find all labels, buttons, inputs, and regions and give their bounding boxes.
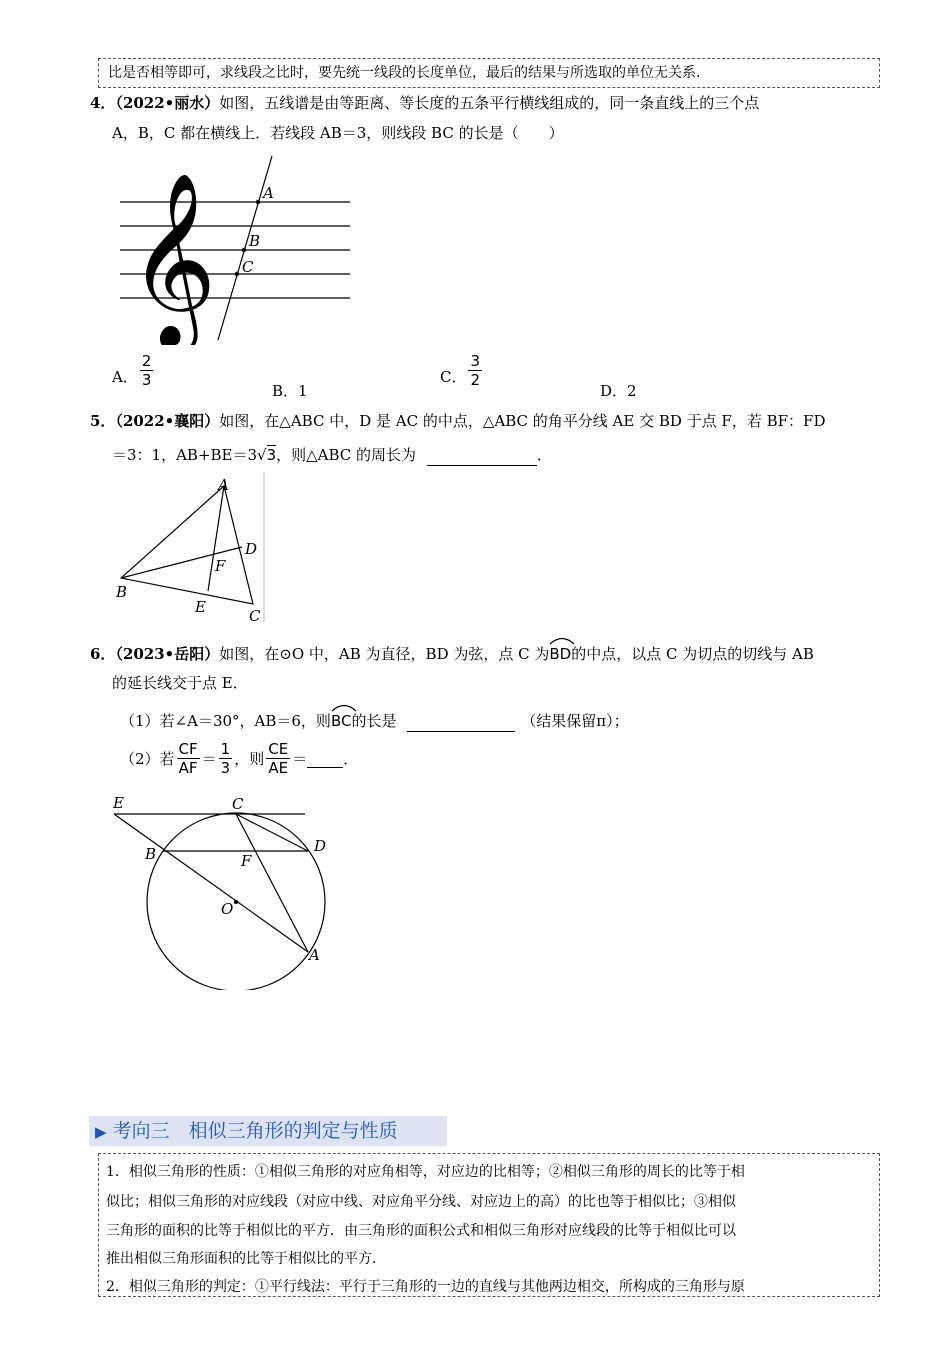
arc-mark-icon [331,702,357,712]
q4-label-a: A [263,184,274,202]
q5-label-b: B [116,583,128,601]
arc-bc: BC [331,710,352,732]
q6-frac-cf-af: $\frac{CF}{AF}$ [178,740,198,777]
arc-bd: BD [549,643,571,665]
q5-label-a: A [218,476,229,494]
q4-source: （2022•丽水） [115,94,220,112]
q4-point-b [242,248,246,252]
q6-label-f: F [241,852,252,870]
q6-sub1: （1）若∠A＝30°，AB＝6，则 BC的长是 （结果保留π）； [120,710,629,732]
q4-point-a [256,200,260,204]
q4-option-a[interactable]: A． $\frac{2}{3}$ [112,352,152,389]
q5-triangle-figure [112,472,270,624]
section-title: 考向三 相似三角形的判定与性质 [112,1120,398,1142]
q5-stem-1: 如图，在△ABC 中，D 是 AC 的中点，△ABC 的角平分线 AE 交 BD 于点 F，若 BF：FD [219,412,826,430]
q6-label-a: A [309,946,320,964]
line-ea [114,814,308,952]
q6-sub2: （2）若 $\frac{CF}{AF}$ ＝ $\frac{1}{3}$ ，则 $\frac{CE}{AE}$ ＝ ． [120,740,359,777]
q4-stem-2: A，B，C 都在横线上．若线段 AB＝3，则线段 BC 的长是（ ） [112,124,564,142]
q6-stem-2: 的延长线交于点 E． [112,674,248,692]
q4-point-c [235,272,239,276]
q6-label-d: D [314,837,327,855]
q5-answer-blank[interactable] [427,447,537,466]
q5-line1 [90,410,825,432]
box-line-2: 似比；相似三角形的对应线段（对应中线、对应角平分线、对应边上的高）的比也等于相似比；③相似 [106,1194,736,1210]
triangle-abc [121,486,253,604]
q5-line2: ＝3：1，AB+BE＝3√3，则△ABC 的周长为 ． [112,446,552,464]
arc-mark-icon [549,635,575,645]
box-line-3: 三角形的面积的比等于相似比的平方．由三角形的面积公式和相似三角形对应线段的比等于相似比可以 [106,1223,736,1239]
q4-option-d[interactable]: D．2 [600,382,637,400]
top-note-text: 比是否相等即可，求线段之比时，要先统一线段的长度单位，最后的结果与所选取的单位无关系． [108,65,710,81]
q5-label-e: E [195,598,206,616]
q4-option-c-frac: $\frac{3}{2}$ [470,352,481,389]
q5-label-f: F [215,557,226,575]
q4-label-c: C [242,258,254,276]
q4-option-c[interactable]: C． $\frac{3}{2}$ [440,352,481,389]
q4-option-b[interactable]: B．1 [272,382,308,400]
q6-label-o: O [221,900,234,918]
q6-source: （2023•岳阳） [115,645,220,663]
q6-label-b: B [145,845,157,863]
q5-number: 5． [90,412,116,430]
q6-label-e: E [113,794,124,812]
q5-label-d: D [245,540,258,558]
treble-clef-icon: 𝄞 [128,172,217,345]
section-arrow-icon: ▶ [95,1123,107,1141]
box-line-1: 1．相似三角形的性质：①相似三角形的对应角相等，对应边的比相等；②相似三角形的周长的比等于相 [106,1164,745,1180]
section-heading [89,1116,447,1146]
segment-cd [236,814,308,851]
q5-source: （2022•襄阳） [115,412,220,430]
q6-frac-one-third: $\frac{1}{3}$ [220,740,231,777]
q4-staff-figure [110,150,360,345]
box-line-4: 推出相似三角形面积的比等于相似比的平方． [106,1251,386,1267]
chord-ca [236,814,308,952]
q6-frac-ce-ae: $\frac{CE}{AE}$ [268,740,289,777]
q6-number: 6． [90,645,116,663]
q4-stem-1: 如图，五线谱是由等距离、等长度的五条平行横线组成的，同一条直线上的三个点 [219,94,760,112]
q4-label-b: B [249,232,261,250]
q6-sub2-answer-blank[interactable] [307,749,343,768]
center-point-o [234,900,238,904]
q6-label-c: C [232,795,244,813]
q4-number: 4． [90,94,116,112]
q6-sub1-answer-blank[interactable] [407,713,515,732]
q5-label-c: C [249,607,261,624]
q6-circle-figure [105,790,345,990]
q6-line1: 6．（2023•岳阳）如图，在⊙O 中，AB 为直径，BD 为弦，点 C 为 BD的中点，以点 C 为切点的切线与 AB [90,643,814,665]
segment-ae [208,486,224,591]
box-line-5: 2．相似三角形的判定：①平行线法：平行于三角形的一边的直线与其他两边相交，所构成的三角形与原 [106,1279,745,1295]
sqrt-symbol: √ [257,446,267,464]
q4-option-a-frac: $\frac{2}{3}$ [141,352,152,389]
q4-line1 [90,92,759,114]
